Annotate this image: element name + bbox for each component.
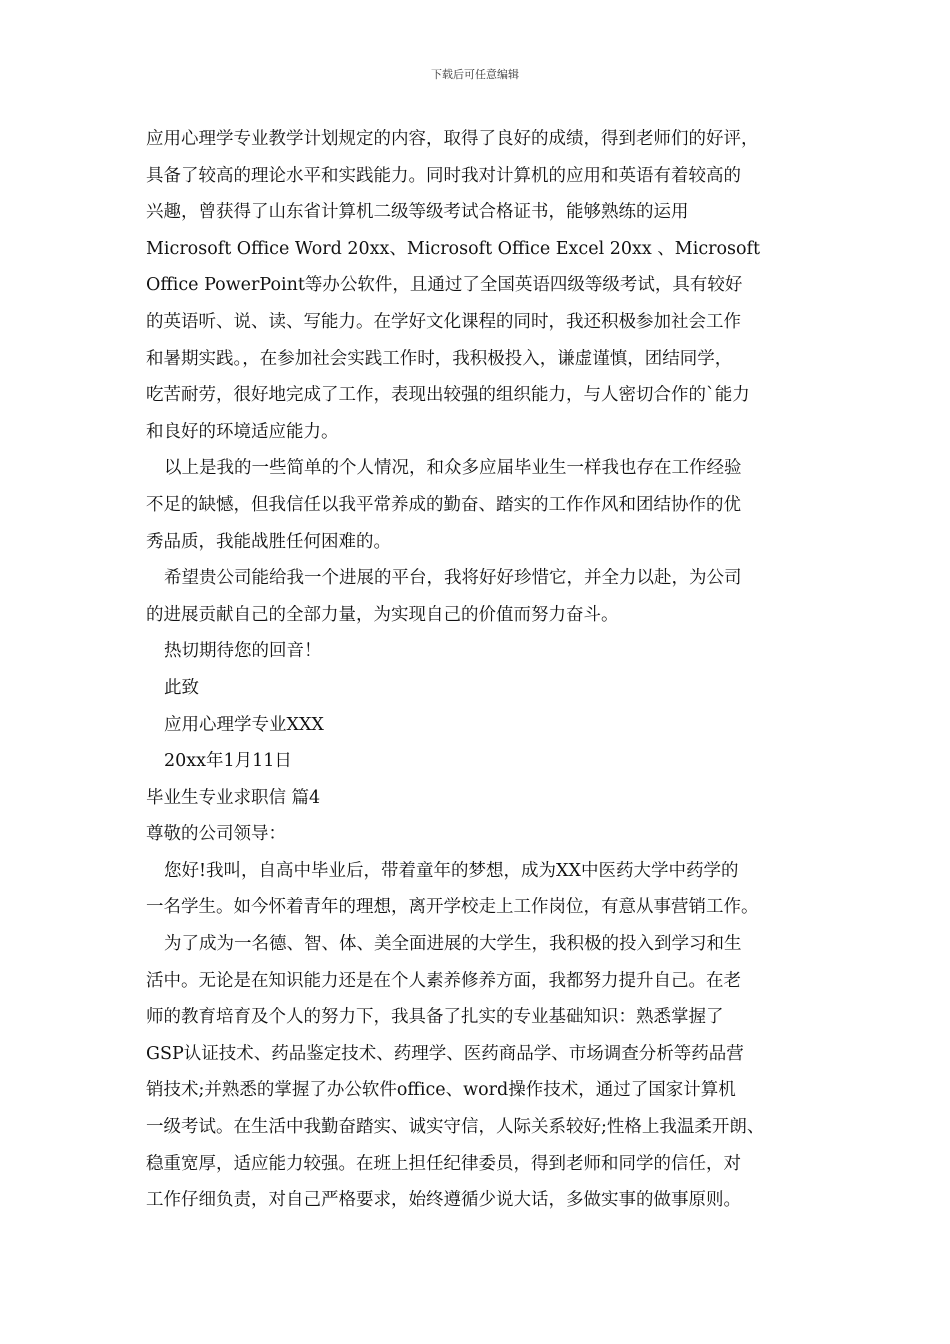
body-line: 不足的缺憾，但我信任以我平常养成的勤奋、踏实的工作作风和团结协作的优 bbox=[146, 494, 741, 515]
body-line: 兴趣，曾获得了山东省计算机二级等级考试合格证书，能够熟练的运用 bbox=[146, 202, 689, 223]
signature: 应用心理学专业XXX bbox=[164, 714, 324, 735]
closing-line: 热切期待您的回音！ bbox=[164, 641, 322, 662]
body-line: Office PowerPoint等办公软件，且通过了全国英语四级等级考试，具有较好 bbox=[146, 275, 743, 296]
body-line: 一名学生。如今怀着青年的理想，离开学校走上工作岗位，有意从事营销工作。 bbox=[146, 897, 759, 918]
body-line: 为了成为一名德、智、体、美全面进展的大学生，我积极的投入到学习和生 bbox=[164, 934, 742, 955]
body-line: 应用心理学专业教学计划规定的内容，取得了良好的成绩，得到老师们的好评， bbox=[146, 129, 759, 149]
body-line: 稳重宽厚，适应能力较强。在班上担任纪律委员，得到老师和同学的信任，对 bbox=[146, 1153, 741, 1174]
body-line: 和良好的环境适应能力。 bbox=[146, 421, 339, 442]
body-line: 工作仔细负责，对自己严格要求，始终遵循少说大话，多做实事的做事原则。 bbox=[146, 1190, 741, 1211]
date: 20xx年1月11日 bbox=[164, 751, 292, 772]
body-line: 的进展贡献自己的全部力量，为实现自己的价值而努力奋斗。 bbox=[146, 604, 619, 625]
body-line: 您好!我叫，自高中毕业后，带着童年的梦想，成为XX中医药大学中药学的 bbox=[164, 860, 739, 881]
body-line: GSP认证技术、药品鉴定技术、药理学、医药商品学、市场调查分析等药品营 bbox=[146, 1043, 744, 1064]
body-line: 秀品质，我能战胜任何困难的。 bbox=[146, 531, 391, 552]
body-line: 吃苦耐劳，很好地完成了工作，表现出较强的组织能力，与人密切合作的`能力 bbox=[146, 385, 750, 406]
body-line: 一级考试。在生活中我勤奋踏实、诚实守信，人际关系较好;性格上我温柔开朗、 bbox=[146, 1117, 765, 1138]
page-header: 下载后可任意编辑 bbox=[431, 68, 519, 81]
body-line: 和暑期实践。，在参加社会实践工作时，我积极投入，谦虚谨慎，团结同学， bbox=[146, 348, 733, 369]
body-line: 的英语听、说、读、写能力。在学好文化课程的同时，我还积极参加社会工作 bbox=[146, 311, 741, 332]
body-line: Microsoft Office Word 20xx、Microsoft Office Excel 20xx 、Microsoft bbox=[146, 238, 761, 259]
document-body bbox=[146, 121, 811, 1219]
body-line: 以上是我的一些简单的个人情况，和众多应届毕业生一样我也存在工作经验 bbox=[164, 458, 742, 479]
body-line: 师的教育培育及个人的努力下，我具备了扎实的专业基础知识：熟悉掌握了 bbox=[146, 1007, 724, 1028]
body-line: 销技术;并熟悉的掌握了办公软件office、word操作技术，通过了国家计算机 bbox=[146, 1080, 736, 1101]
body-line: 具备了较高的理论水平和实践能力。同时我对计算机的应用和英语有着较高的 bbox=[146, 165, 741, 186]
greeting: 尊敬的公司领导： bbox=[146, 824, 286, 845]
section-title: 毕业生专业求职信 篇4 bbox=[146, 787, 321, 808]
body-line: 希望贵公司能给我一个进展的平台，我将好好珍惜它，并全力以赴，为公司 bbox=[164, 568, 742, 589]
body-line: 活中。无论是在知识能力还是在个人素养修养方面，我都努力提升自己。在老 bbox=[146, 970, 741, 991]
salutation: 此致 bbox=[164, 677, 199, 698]
